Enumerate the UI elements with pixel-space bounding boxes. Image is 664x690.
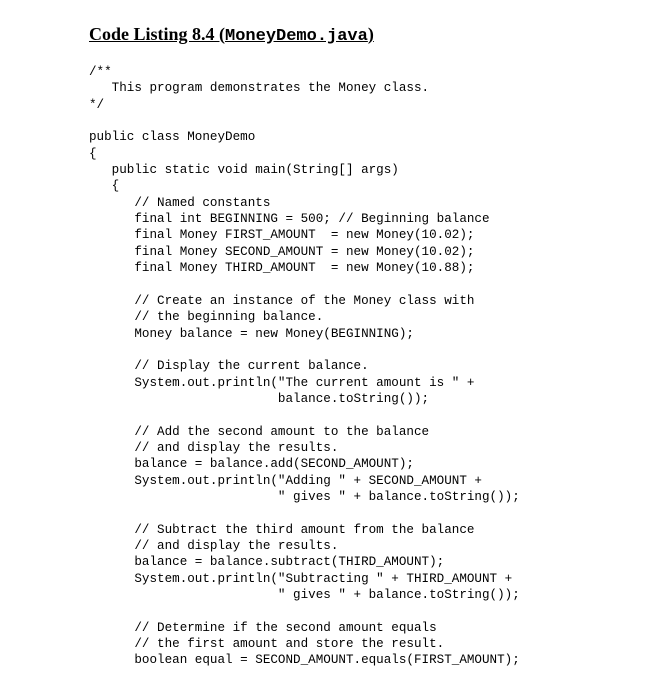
code-line: " gives " + balance.toString());: [89, 588, 520, 602]
code-line: // Named constants: [89, 195, 271, 210]
code-line: // Add the second amount to the balance: [89, 424, 430, 439]
code-line: // the first amount and store the result.: [89, 637, 445, 652]
code-line: balance = balance.add(SECOND_AMOUNT);: [89, 457, 414, 472]
code-line: // Determine if the second amount equals: [89, 620, 437, 635]
code-line: /**: [89, 65, 112, 79]
code-line: [89, 603, 520, 619]
code-line: System.out.println("The current amount is " +: [89, 375, 475, 390]
code-line: [89, 113, 520, 129]
code-line: [89, 276, 520, 292]
code-line: // Subtract the third amount from the balance: [89, 522, 475, 537]
code-line: final Money SECOND_AMOUNT = new Money(10.02);: [89, 244, 475, 259]
code-line: balance.toString());: [89, 391, 430, 406]
code-line: boolean equal = SECOND_AMOUNT.equals(FIRST_AMOUNT);: [89, 653, 520, 668]
code-line: public static void main(String[] args): [89, 163, 399, 178]
code-line: // Display the current balance.: [89, 359, 369, 374]
code-line: // the beginning balance.: [89, 310, 324, 325]
code-line: {: [89, 179, 120, 194]
code-line: " gives " + balance.toString());: [89, 489, 520, 504]
code-line: Money balance = new Money(BEGINNING);: [89, 326, 414, 341]
code-line: System.out.println("Subtracting " + THIRD_AMOUNT +: [89, 571, 513, 586]
listing-title: [89, 24, 374, 46]
code-line: [89, 407, 520, 423]
listing-title-suffix: ): [367, 24, 374, 44]
code-line: final int BEGINNING = 500; // Beginning balance: [89, 212, 490, 227]
code-line: This program demonstrates the Money class.: [89, 81, 430, 96]
listing-title-prefix: Code Listing 8.4 (: [89, 24, 226, 44]
code-line: [89, 505, 520, 521]
code-line: */: [89, 97, 105, 112]
code-listing: [89, 64, 520, 669]
listing-title-filename: MoneyDemo.java: [225, 27, 368, 46]
code-line: System.out.println("Adding " + SECOND_AMOUNT +: [89, 473, 482, 488]
code-line: final Money FIRST_AMOUNT = new Money(10.02);: [89, 228, 475, 243]
code-line: // and display the results.: [89, 440, 339, 455]
code-line: public class MoneyDemo: [89, 130, 256, 145]
code-line: balance = balance.subtract(THIRD_AMOUNT);: [89, 555, 445, 570]
code-line: [89, 342, 520, 358]
code-line: // Create an instance of the Money class with: [89, 293, 475, 308]
code-line: final Money THIRD_AMOUNT = new Money(10.88);: [89, 261, 475, 276]
code-line: {: [89, 146, 97, 161]
code-line: // and display the results.: [89, 538, 339, 553]
